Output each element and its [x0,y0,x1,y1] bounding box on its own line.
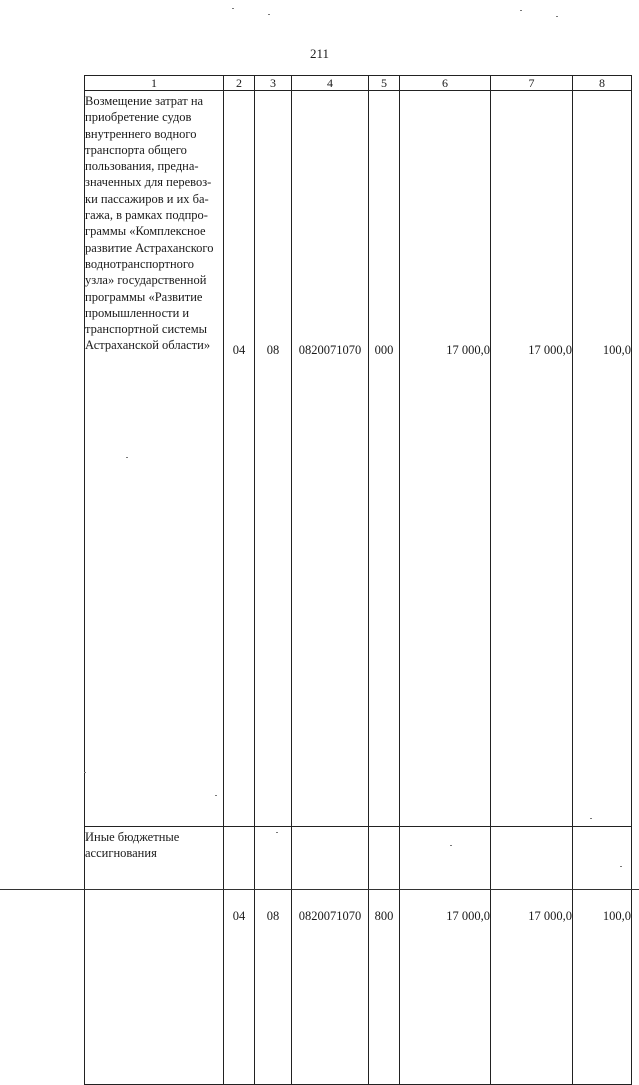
scan-speck [268,14,270,15]
scan-speck [450,845,452,846]
column-header-8: 8 [573,76,632,91]
column-header-3: 3 [255,76,292,91]
column-header-7: 7 [491,76,573,91]
percent-executed-cell: 100,0 [573,91,632,827]
scan-speck [84,772,86,773]
amount-planned-cell: 17 000,0 [400,91,491,827]
column-number-row [85,76,632,91]
section-code-cell: 04 [224,827,255,1085]
scan-speck [276,832,278,833]
amount-executed-cell: 17 000,0 [491,91,573,827]
budget-table [84,75,632,1085]
bottom-scan-line [0,889,639,890]
expense-type-cell: 000 [369,91,400,827]
expense-name-cell: Иные бюджетные ассигнования [85,827,224,1085]
subsection-code-cell: 08 [255,827,292,1085]
section-code-cell: 04 [224,91,255,827]
amount-planned-cell: 17 000,0 [400,827,491,1085]
table-row [85,91,632,827]
target-article-cell: 0820071070 [292,827,369,1085]
column-header-1: 1 [85,76,224,91]
column-header-2: 2 [224,76,255,91]
scan-speck [556,16,558,17]
subsection-code-cell: 08 [255,91,292,827]
column-header-4: 4 [292,76,369,91]
scan-speck [520,10,522,11]
page-number: 211 [309,46,330,61]
expense-type-cell: 800 [369,827,400,1085]
scan-speck [620,866,622,867]
target-article-cell: 0820071070 [292,91,369,827]
expense-name-cell: Возмещение затрат на приобретение судов внутреннего водного транспорта общего пользования, предна- значенных для перевоз- ки пассажиров и их ба- гажа, в рамках подпро- граммы «Комплексное развитие Астраханского воднотранспортного узла» государственной программы «Развитие промышленности и транспортной системы Астраханской области» [85,91,224,827]
table-row [85,827,632,1085]
column-header-6: 6 [400,76,491,91]
column-header-5: 5 [369,76,400,91]
percent-executed-cell: 100,0 [573,827,632,1085]
scan-speck [232,8,234,9]
scan-speck [215,795,217,796]
scan-speck [126,457,128,458]
amount-executed-cell: 17 000,0 [491,827,573,1085]
scan-speck [590,818,592,819]
